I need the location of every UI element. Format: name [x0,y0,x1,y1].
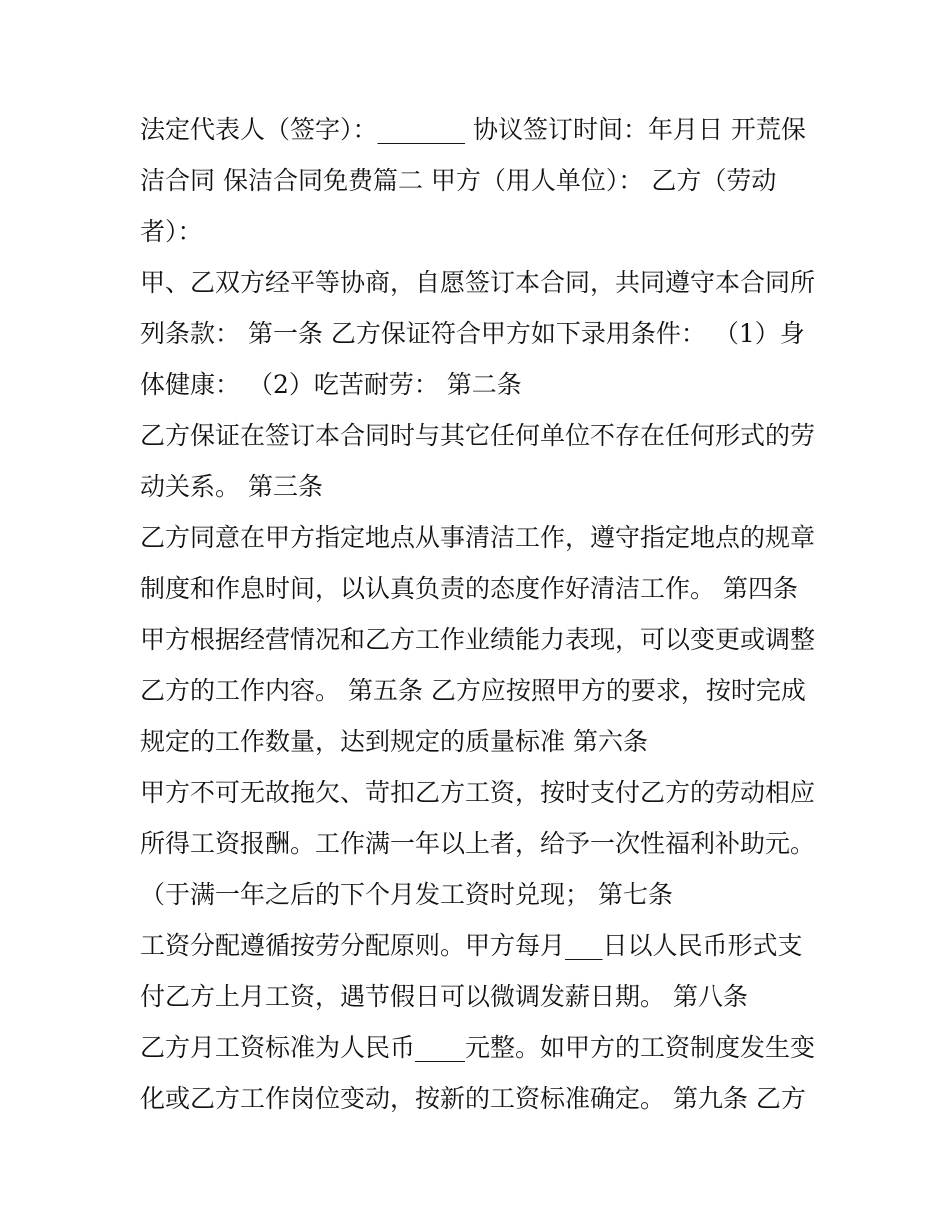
paragraph-article-3: 乙方同意在甲方指定地点从事清洁工作，遵守指定地点的规章制度和作息时间，以认真负责的态度作好清洁工作。 第四条 [140,523,816,603]
paragraph-signature-and-parties: 法定代表人（签字）：_______ 协议签订时间：年月日 开荒保洁合同 保洁合同免费篇二 甲方（用人单位）： 乙方（劳动者）： [140,115,806,246]
contract-text [140,104,820,1124]
paragraph-article-6: 甲方不可无故拖欠、苛扣乙方工资，按时支付乙方的劳动相应所得工资报酬。工作满一年以上者，给予一次性福利补助元。（于满一年之后的下个月发工资时兑现； 第七条 [140,778,816,909]
paragraph-article-7: 工资分配遵循按劳分配原则。甲方每月___日以人民币形式支付乙方上月工资，遇节假日可以微调发薪日期。 第八条 [140,931,803,1011]
paragraph-article-8: 乙方月工资标准为人民币____元整。如甲方的工资制度发生变化或乙方工作岗位变动，按新的工资标准确定。 第九条 乙方 [140,1033,816,1113]
paragraph-article-2: 乙方保证在签订本合同时与其它任何单位不存在任何形式的劳动关系。 第三条 [140,421,816,501]
paragraph-article-4-5: 甲方根据经营情况和乙方工作业绩能力表现，可以变更或调整乙方的工作内容。 第五条 乙方应按照甲方的要求，按时完成规定的工作数量，达到规定的质量标准 第六条 [140,625,816,756]
paragraph-article-1: 甲、乙双方经平等协商，自愿签订本合同，共同遵守本合同所列条款： 第一条 乙方保证符合甲方如下录用条件： （1）身体健康： （2）吃苦耐劳： 第二条 [140,268,816,399]
